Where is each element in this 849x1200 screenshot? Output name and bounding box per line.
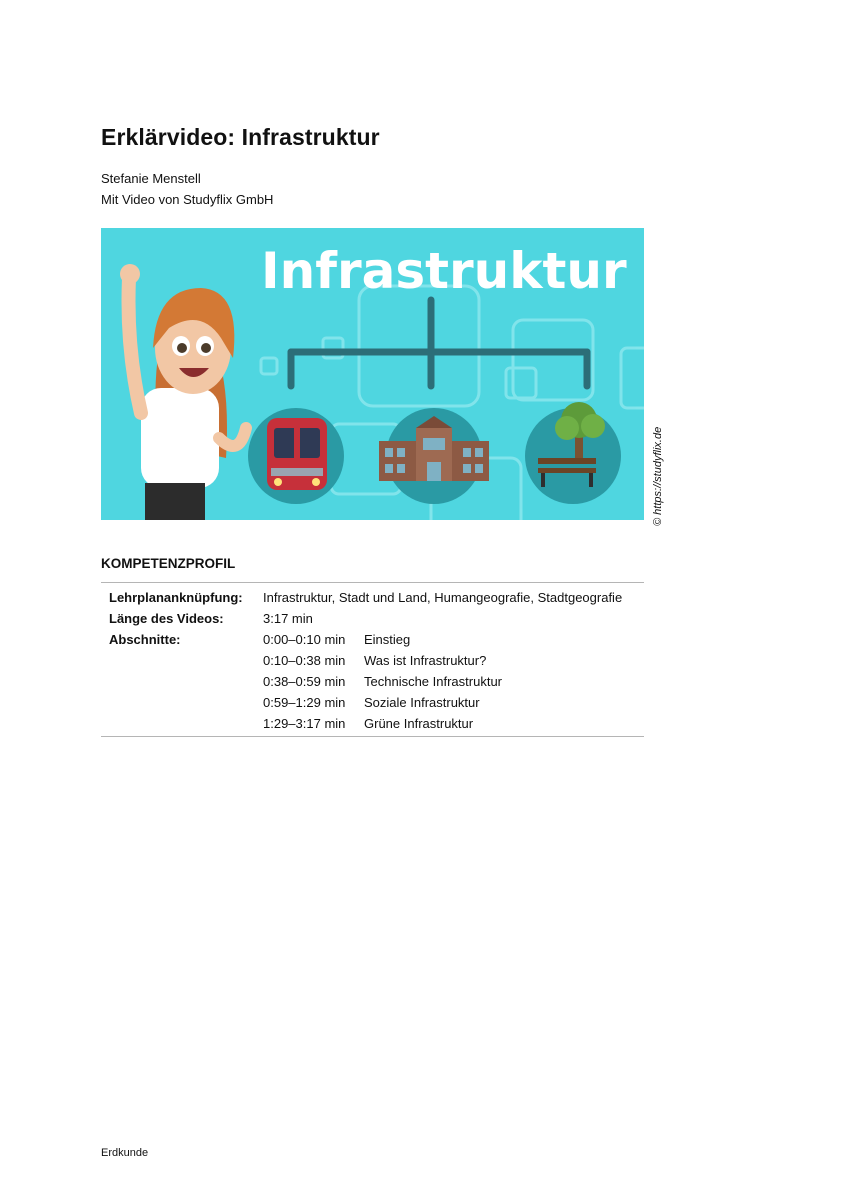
section-title: Grüne Infrastruktur [364, 716, 474, 731]
competence-profile-table [101, 582, 644, 737]
section-time: 0:59–1:29 min [263, 695, 346, 710]
curriculum-label: Lehrplananknüpfung: [109, 590, 243, 605]
section-time: 0:00–0:10 min [263, 632, 346, 647]
section-row [101, 629, 644, 650]
section-title: Soziale Infrastruktur [364, 695, 480, 710]
sections-label: Abschnitte: [109, 632, 181, 647]
section-title: Technische Infrastruktur [364, 674, 503, 689]
footer-subject: Erdkunde [101, 1147, 149, 1159]
video-thumbnail[interactable] [101, 228, 644, 520]
section-row [101, 713, 644, 734]
section-row [101, 671, 644, 692]
publisher-line: Mit Video von Studyflix GmbH [101, 192, 274, 207]
train-icon [267, 418, 327, 490]
video-length-value: 3:17 min [263, 611, 313, 626]
thumbnail-illustration [101, 228, 644, 520]
section-time: 0:38–0:59 min [263, 674, 346, 689]
video-length-label: Länge des Videos: [109, 611, 224, 626]
author-name: Stefanie Menstell [101, 171, 201, 186]
curriculum-row [101, 587, 644, 608]
section-title: Einstieg [364, 632, 411, 647]
document-title: Erklärvideo: Infrastruktur [101, 124, 380, 150]
section-time: 0:10–0:38 min [263, 653, 346, 668]
copyright-notice: © https://studyflix.de [652, 426, 664, 526]
curriculum-value: Infrastruktur, Stadt und Land, Humangeografie, Stadtgeografie [263, 590, 623, 605]
section-row [101, 692, 644, 713]
competence-profile-heading: KOMPETENZPROFIL [101, 556, 236, 571]
section-row [101, 650, 644, 671]
section-time: 1:29–3:17 min [263, 716, 346, 731]
section-title: Was ist Infrastruktur? [364, 653, 487, 668]
thumbnail-title: Infrastruktur [261, 242, 627, 300]
video-length-row [101, 608, 644, 629]
